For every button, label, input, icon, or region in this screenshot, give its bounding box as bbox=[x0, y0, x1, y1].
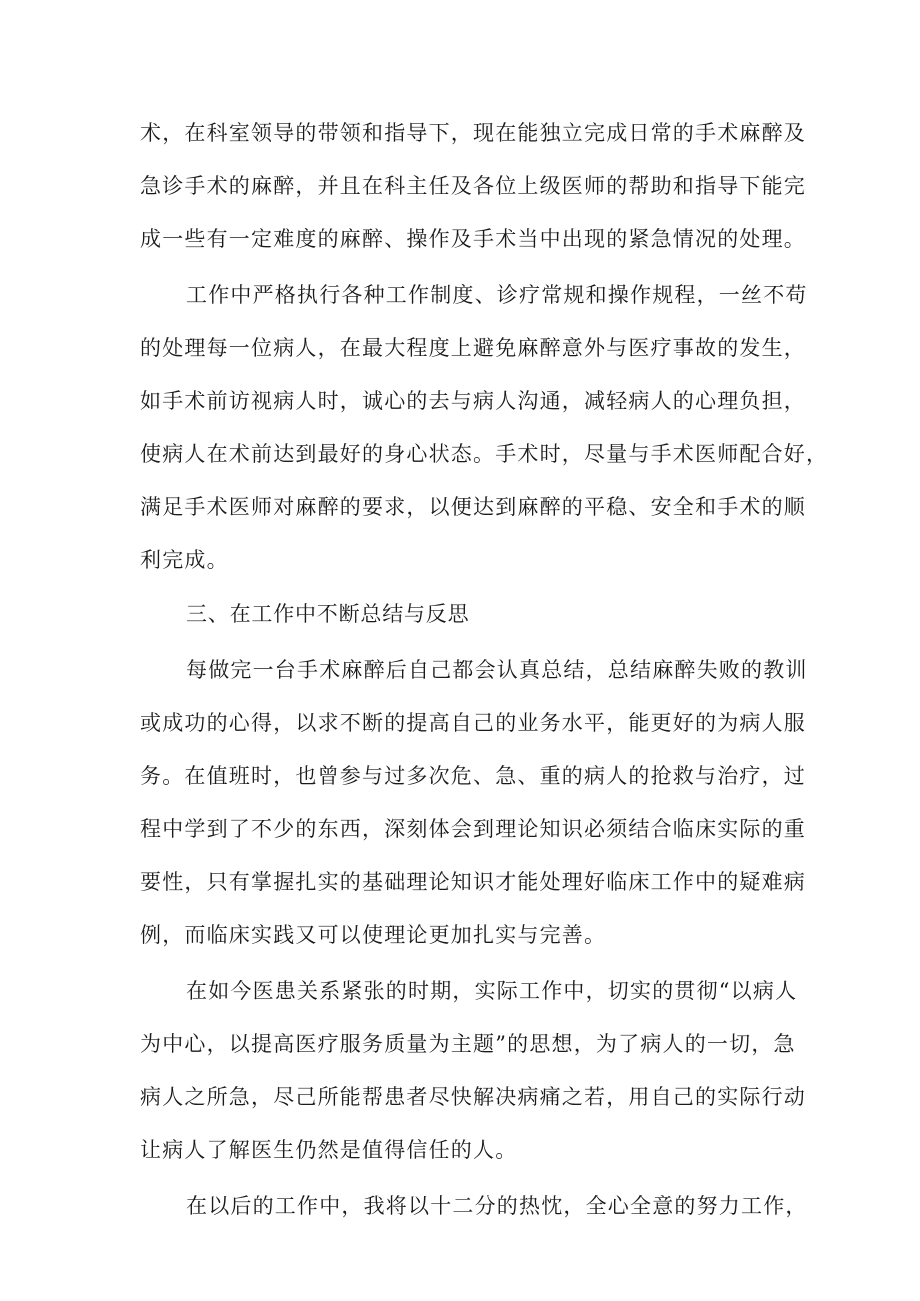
section-heading: 三、在工作中不断总结与反思 bbox=[186, 602, 470, 626]
text-line: 每做完一台手术麻醉后自己都会认真总结，总结麻醉失败的教训 bbox=[186, 658, 808, 682]
text-line: 成一些有一定难度的麻醉、操作及手术当中出现的紧急情况的处理。 bbox=[140, 227, 806, 251]
text-line: 在如今医患关系紧张的时期，实际工作中，切实的贯彻“以病人 bbox=[186, 979, 798, 1003]
text-line: 利完成。 bbox=[140, 548, 229, 572]
text-line: 病人之所急，尽己所能帮患者尽快解决病痛之若，用自己的实际行动 bbox=[140, 1085, 806, 1109]
text-line: 让病人了解医生仍然是值得信任的人。 bbox=[140, 1138, 518, 1162]
text-line: 例，而临床实践又可以使理论更加扎实与完善。 bbox=[140, 923, 607, 947]
text-line: 要性，只有掌握扎实的基础理论知识才能处理好临床工作中的疑难病 bbox=[140, 870, 806, 894]
text-line: 急诊手术的麻醉，并且在科主任及各位上级医师的帮助和指导下能完 bbox=[140, 174, 806, 198]
text-line: 程中学到了不少的东西，深刻体会到理论知识必须结合临床实际的重 bbox=[140, 817, 806, 841]
text-line: 使病人在术前达到最好的身心状态。手术时，尽量与手术医师配合好， bbox=[140, 442, 829, 466]
text-line: 或成功的心得，以求不断的提高自己的业务水平，能更好的为病人服 bbox=[140, 711, 806, 735]
text-line: 的处理每一位病人，在最大程度上避免麻醉意外与医疗事故的发生， bbox=[140, 336, 806, 360]
text-line: 务。在值班时，也曾参与过多次危、急、重的病人的抢救与治疗，过 bbox=[140, 764, 806, 788]
text-line: 满足手术医师对麻醉的要求，以便达到麻醉的平稳、安全和手术的顺 bbox=[140, 495, 806, 519]
text-line: 术，在科室领导的带领和指导下，现在能独立完成日常的手术麻醉及 bbox=[140, 121, 806, 145]
text-line: 在以后的工作中，我将以十二分的热忱，全心全意的努力工作， bbox=[186, 1194, 808, 1218]
text-line: 为中心，以提高医疗服务质量为主题”的思想，为了病人的一切，急 bbox=[140, 1032, 796, 1056]
text-line: 如手术前访视病人时，诚心的去与病人沟通，减轻病人的心理负担， bbox=[140, 389, 806, 413]
text-line: 工作中严格执行各种工作制度、诊疗常规和操作规程，一丝不苟 bbox=[186, 283, 808, 307]
